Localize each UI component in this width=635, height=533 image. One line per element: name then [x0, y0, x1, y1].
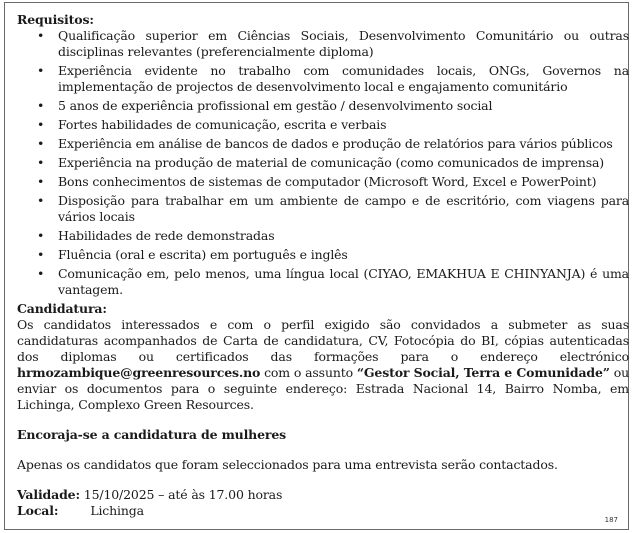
candidatura-text-2: com o assunto — [260, 365, 357, 380]
page-number: 187 — [604, 516, 618, 524]
validade-value: 15/10/2025 – até às 17.00 horas — [79, 487, 283, 502]
candidatura-heading: Candidatura: — [17, 301, 107, 316]
requisito-item: • Experiência em análise de bancos de dados e produção de relatórios para vários públicos — [17, 136, 629, 152]
requisito-item: • Habilidades de rede demonstradas — [17, 228, 629, 244]
encouragement-heading: Encoraja-se a candidatura de mulheres — [17, 427, 287, 442]
application-subject: “Gestor Social, Terra e Comunidade” — [356, 365, 610, 380]
requisito-item: • 5 anos de experiência profissional em gestão / desenvolvimento social — [17, 98, 629, 114]
validade-row — [17, 487, 629, 503]
requisito-item: • Comunicação em, pelo menos, uma língua local (CIYAO, EMAKHUA E CHINYANJA) é uma vantagem. — [17, 266, 629, 298]
document-frame — [4, 2, 629, 530]
requisito-item: • Experiência evidente no trabalho com comunidades locais, ONGs, Governos na implementação de projectos de desenvolvimento local e engajamento comunitário — [17, 63, 629, 95]
local-row — [17, 503, 629, 519]
requisito-item: • Fluência (oral e escrita) em português e inglês — [17, 247, 629, 263]
candidatura-text-1: Os candidatos interessados e com o perfil exigido são convidados a submeter as suas candidaturas acompanhados de Carta de candidatura, CV, Fotocópia do BI, cópias autenticadas dos diplomas ou certificados das formações para o endereço electrónico — [17, 317, 629, 364]
selection-note: Apenas os candidatos que foram seleccionados para uma entrevista serão contactados. — [17, 457, 558, 472]
requisito-item: • Bons conhecimentos de sistemas de computador (Microsoft Word, Excel e PowerPoint) — [17, 174, 629, 190]
requisito-item: • Experiência na produção de material de comunicação (como comunicados de imprensa) — [17, 155, 629, 171]
document-content — [17, 12, 629, 519]
requisitos-heading: Requisitos: — [17, 12, 94, 27]
candidatura-paragraph — [17, 317, 629, 413]
validade-label: Validade: — [17, 487, 80, 502]
local-value: Lichinga — [90, 503, 144, 518]
candidatura-text-3: ou enviar os documentos para o seguinte endereço: Estrada Nacional 14, Bairro Nomba, em Lichinga, Complexo Green Resources. — [17, 365, 629, 412]
application-email: hrmozambique@greenresources.no — [17, 365, 261, 380]
local-label: Local: — [17, 503, 59, 518]
requisito-item: • Fortes habilidades de comunicação, escrita e verbais — [17, 117, 629, 133]
requisitos-list — [17, 28, 629, 298]
requisito-item: • Disposição para trabalhar em um ambiente de campo e de escritório, com viagens para vários locais — [17, 193, 629, 225]
requisito-item: • Qualificação superior em Ciências Sociais, Desenvolvimento Comunitário ou outras disciplinas relevantes (preferencialmente diploma) — [17, 28, 629, 60]
